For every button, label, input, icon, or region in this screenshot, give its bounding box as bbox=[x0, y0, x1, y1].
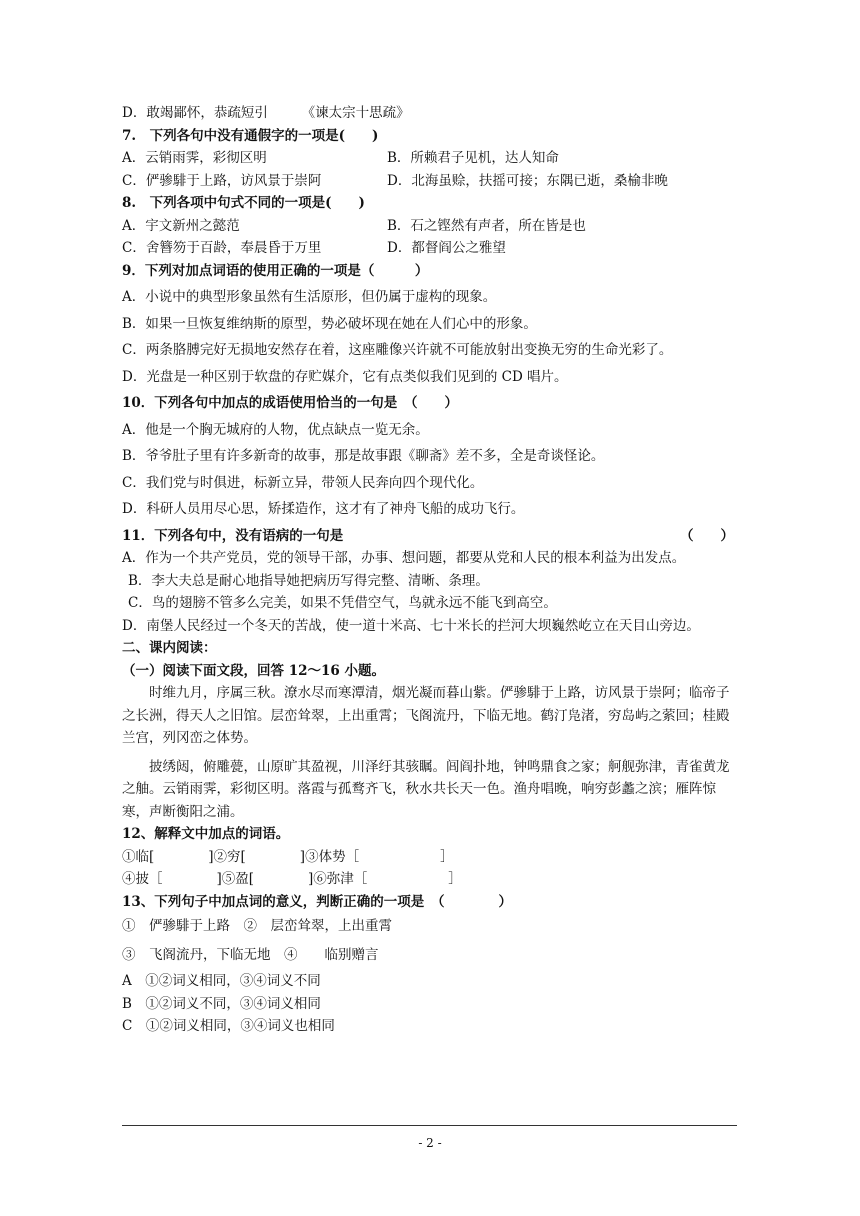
footer-rule bbox=[122, 1125, 737, 1126]
q7-option-c: C．俨骖騑于上路，访风景于崇阿 bbox=[122, 172, 322, 189]
q7-options-row-1 bbox=[122, 147, 742, 170]
question-11-paren: （ ） bbox=[680, 527, 734, 544]
question-9: 9．下列对加点词语的使用正确的一项是（ ） bbox=[122, 262, 429, 279]
q9-option-b: B．如果一旦恢复维纳斯的原型，势必破坏现在她在人们心中的形象。 bbox=[122, 315, 537, 332]
q8-option-d: D．都督阎公之雅望 bbox=[387, 240, 506, 256]
q9-option-a: A．小说中的典型形象虽然有生活原形，但仍属于虚构的现象。 bbox=[122, 289, 497, 305]
q6-option-d: D．敢竭鄙怀，恭疏短引 《谏太宗十思疏》 bbox=[122, 105, 410, 121]
q13-sentences-2: ③ 飞阁流丹，下临无地 ④ 临别赠言 bbox=[122, 946, 379, 963]
q8-option-b: B．石之铿然有声者，所在皆是也 bbox=[387, 217, 586, 234]
page-number: - 2 - bbox=[418, 1136, 442, 1150]
question-11-text: 11．下列各句中，没有语病的一句是 bbox=[122, 527, 344, 544]
subsection-1-heading: （一）阅读下面文段，回答 12～16 小题。 bbox=[122, 662, 385, 679]
q11-option-a: A．作为一个共产党员，党的领导干部，办事、想问题，都要从党和人民的根本利益为出发点。 bbox=[122, 550, 686, 566]
q8-option-c: C．舍簪笏于百龄，奉晨昏于万里 bbox=[122, 240, 322, 256]
q10-option-b: B．爷爷肚子里有许多新奇的故事，那是故事跟《聊斋》差不多，全是奇谈怪论。 bbox=[122, 448, 605, 464]
section-2-heading: 二、课内阅读： bbox=[122, 640, 217, 656]
q11-option-b: B．李大夫总是耐心地指导她把病历写得完整、清晰、条理。 bbox=[128, 572, 489, 589]
q7-option-d: D．北海虽赊，扶摇可接；东隅已逝，桑榆非晚 bbox=[387, 172, 668, 189]
q8-option-a: A．宇文新州之懿范 bbox=[122, 217, 240, 234]
q8-options-row-1 bbox=[122, 215, 742, 238]
q10-option-d: D．科研人员用尽心思，矫揉造作，这才有了神舟飞船的成功飞行。 bbox=[122, 501, 525, 517]
q13-sentences-1: ① 俨骖騑于上路 ② 层峦耸翠，上出重霄 bbox=[122, 918, 392, 934]
q12-blanks-row-2: ④披［ ]⑤盈[ ]⑥弥津［ ］ bbox=[122, 871, 462, 887]
question-7: 7. 下列各句中没有通假字的一项是( ) bbox=[122, 127, 379, 144]
question-11 bbox=[122, 525, 742, 548]
question-10: 10．下列各句中加点的成语使用恰当的一句是 （ ） bbox=[122, 395, 459, 411]
q10-option-a: A．他是一个胸无城府的人物，优点缺点一览无余。 bbox=[122, 421, 429, 438]
q11-option-c: C．鸟的翅膀不管多么完美，如果不凭借空气，鸟就永远不能飞到高空。 bbox=[128, 595, 557, 611]
q7-option-a: A．云销雨霁，彩彻区明 bbox=[122, 150, 267, 166]
q13-option-a: A ①②词义相同，③④词义不同 bbox=[122, 973, 321, 989]
question-12: 12、解释文中加点的词语。 bbox=[122, 826, 290, 842]
q7-options-row-2 bbox=[122, 170, 742, 193]
passage-paragraph-2: 披绣闼，俯雕甍，山原旷其盈视，川泽纡其骇瞩。闾阎扑地，钟鸣鼎食之家；舸舰弥津，青雀黄龙之舳。云销雨霁，彩彻区明。落霞与孤鹜齐飞，秋水共长天一色。渔舟唱晚，响穷彭蠡之滨；雁阵惊寒，声断衡阳之浦。 bbox=[122, 758, 730, 820]
q10-option-c: C．我们党与时俱进，标新立异，带领人民奔向四个现代化。 bbox=[122, 474, 484, 491]
q13-option-b: B ①②词义不同，③④词义相同 bbox=[122, 995, 321, 1012]
q9-option-c: C．两条胳膊完好无损地安然存在着，这座雕像兴许就不可能放射出变换无穷的生命光彩了。 bbox=[122, 342, 673, 358]
q12-blanks-row-1: ①临[ ]②穷[ ]③体势［ ］ bbox=[122, 848, 454, 865]
q8-options-row-2 bbox=[122, 237, 742, 260]
q11-option-d: D．南堡人民经过一个冬天的苦战，使一道十米高、七十米长的拦河大坝巍然屹立在天目山旁边。 bbox=[122, 617, 700, 634]
passage-paragraph-1: 时维九月，序属三秋。潦水尽而寒潭清，烟光凝而暮山紫。俨骖騑于上路，访风景于崇阿；临帝子之长洲，得天人之旧馆。层峦耸翠，上出重霄；飞阁流丹，下临无地。鹤汀凫渚，穷岛屿之萦回；桂殿兰宫，列冈峦之体势。 bbox=[122, 685, 730, 746]
q13-option-c: C ①②词义相同，③④词义也相同 bbox=[122, 1018, 335, 1034]
q7-option-b: B．所赖君子见机，达人知命 bbox=[387, 150, 559, 166]
page-content bbox=[122, 102, 742, 1038]
question-13: 13、下列句子中加点词的意义，判断正确的一项是 （ ） bbox=[122, 893, 513, 910]
question-8: 8. 下列各项中句式不同的一项是( ) bbox=[122, 195, 365, 211]
q9-option-d: D．光盘是一种区别于软盘的存贮媒介，它有点类似我们见到的 CD 唱片。 bbox=[122, 368, 568, 385]
